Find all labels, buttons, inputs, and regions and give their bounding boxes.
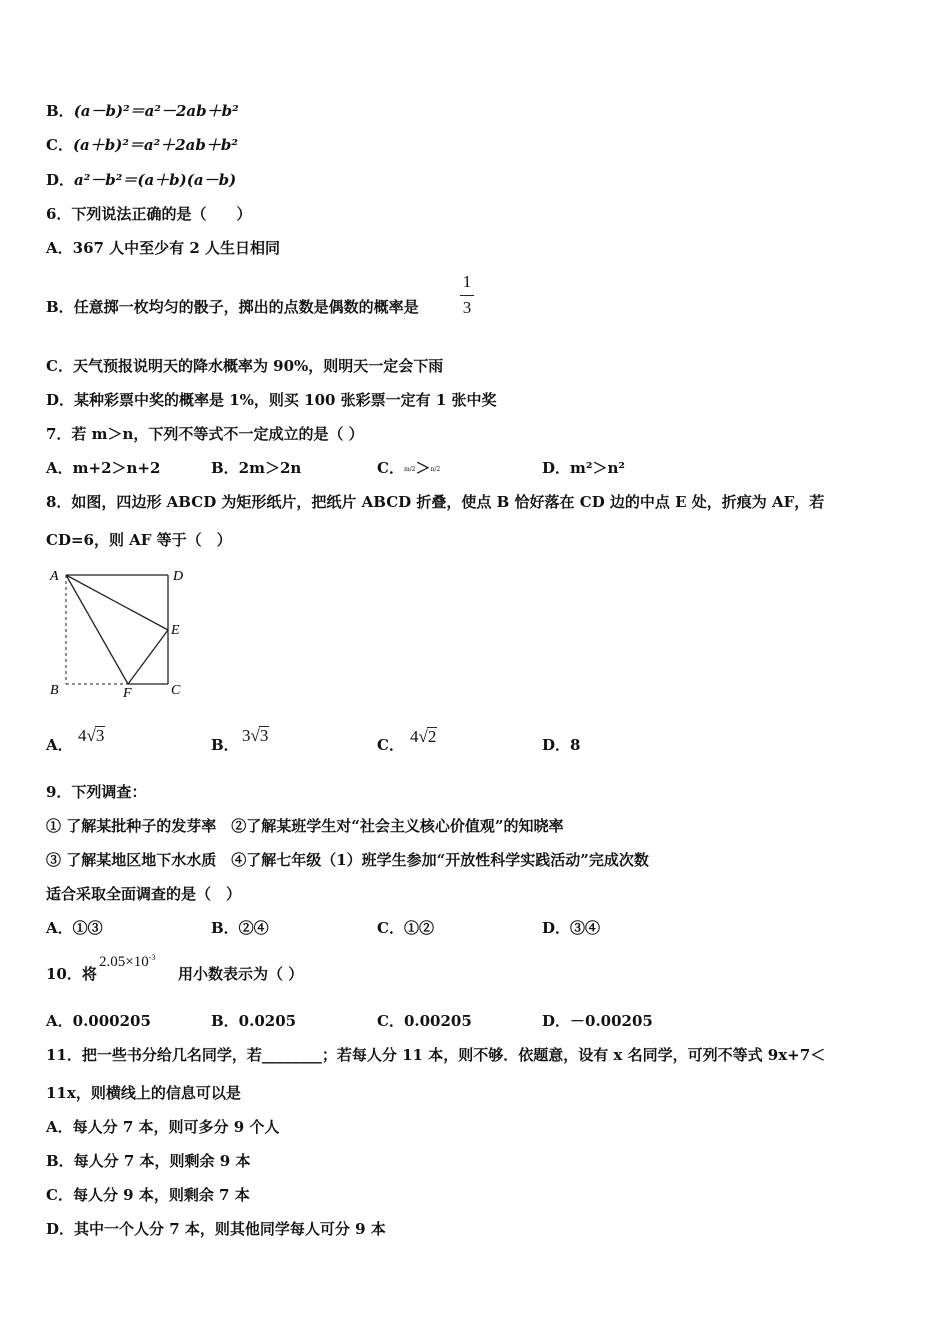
q11-option-d: D．其中一个人分 7 本，则其他同学每人可分 9 本 xyxy=(46,1220,386,1238)
q5-option-c: C．(a＋b)²＝a²＋2ab＋b² xyxy=(46,136,238,154)
q8-stem-line2: CD=6，则 AF 等于（ ） xyxy=(46,531,232,549)
q8-option-b-value: 3√3 xyxy=(242,726,269,745)
q6-fraction-denominator: 3 xyxy=(462,298,472,317)
q11-stem-line1: 11．把一些书分给几名同学，若________；若每人分 11 本，则不够．依题意，设有 x 名同学，可列不等式 9x+7＜ xyxy=(46,1046,826,1064)
q10-option-b: B．0.0205 xyxy=(211,1012,297,1030)
label-f: F xyxy=(123,686,132,701)
q6-option-c: C．天气预报说明天的降水概率为 90%，则明天一定会下雨 xyxy=(46,357,444,375)
q6-option-b: B．任意掷一枚均匀的骰子，掷出的点数是偶数的概率是 xyxy=(46,298,419,316)
segment-ef xyxy=(128,630,168,684)
q11-option-b: B．每人分 7 本，则剩余 9 本 xyxy=(46,1152,251,1170)
q7-option-c-left: m/2 xyxy=(403,466,416,473)
label-e: E xyxy=(171,623,180,638)
label-d: D xyxy=(173,569,184,584)
q11-option-a: A．每人分 7 本，则可多分 9 个人 xyxy=(46,1118,280,1136)
q9-option-a: A．①③ xyxy=(46,919,103,937)
q10-suffix: 用小数表示为（ ） xyxy=(178,965,304,983)
q7-option-c: C．m/2＞n/2 xyxy=(377,459,441,477)
q8-option-a-value: 4√3 xyxy=(78,726,105,745)
q9-option-b: B．②④ xyxy=(211,919,269,937)
q9-items-3-4: ③ 了解某地区地下水水质 ④了解七年级（1）班学生参加“开放性科学实践活动”完成次数 xyxy=(46,851,649,869)
q8-option-c-value: 4√2 xyxy=(410,727,437,746)
q8-option-c: C． xyxy=(377,736,404,754)
q10-option-d: D．－0.00205 xyxy=(542,1012,653,1030)
q10-prefix: 10．将 xyxy=(46,965,97,983)
q6-fraction-bar xyxy=(460,295,474,296)
q8-option-b: B． xyxy=(211,736,239,754)
q7-option-b: B．2m＞2n xyxy=(211,459,302,477)
q5-option-b-formula: (a－b)²＝a²－2ab＋b² xyxy=(73,102,239,120)
q7-option-c-right: n/2 xyxy=(430,466,441,473)
label-c: C xyxy=(171,683,181,698)
q6-option-d: D．某种彩票中奖的概率是 1%，则买 100 张彩票一定有 1 张中奖 xyxy=(46,391,497,409)
label-a: A xyxy=(50,569,59,584)
q8-option-d: D．8 xyxy=(542,736,581,754)
q10-scientific-notation: $2.05\times 10^{-3}$ xyxy=(99,953,156,970)
q11-option-c: C．每人分 9 本，则剩余 7 本 xyxy=(46,1186,250,1204)
q11-stem-line2: 11x，则横线上的信息可以是 xyxy=(46,1084,241,1102)
q10-option-c: C．0.00205 xyxy=(377,1012,472,1030)
q9-stem: 9．下列调查： xyxy=(46,783,147,801)
q9-option-c: C．①② xyxy=(377,919,434,937)
q5-option-b: B．(a－b)²＝a²－2ab＋b² xyxy=(46,102,239,120)
q8-rectangle-figure xyxy=(40,560,200,705)
q5-option-d: D．a²－b²＝(a＋b)(a－b) xyxy=(46,171,237,189)
q7-option-d: D．m²＞n² xyxy=(542,459,625,477)
q5-option-c-formula: (a＋b)²＝a²＋2ab＋b² xyxy=(72,136,238,154)
q7-option-a: A．m+2＞n+2 xyxy=(46,459,161,477)
q8-option-a: A． xyxy=(46,736,73,754)
q7-stem: 7．若 m＞n，下列不等式不一定成立的是（ ） xyxy=(46,425,364,443)
q6-option-a: A．367 人中至少有 2 人生日相同 xyxy=(46,239,281,257)
q9-ask: 适合采取全面调查的是（ ） xyxy=(46,885,242,903)
q8-stem-line1: 8．如图，四边形 ABCD 为矩形纸片，把纸片 ABCD 折叠，使点 B 恰好落在 CD 边的中点 E 处，折痕为 AF，若 xyxy=(46,493,825,511)
q10-option-a: A．0.000205 xyxy=(46,1012,151,1030)
q6-stem: 6．下列说法正确的是（ ） xyxy=(46,205,252,223)
q9-items-1-2: ① 了解某批种子的发芽率 ②了解某班学生对“社会主义核心价值观”的知晓率 xyxy=(46,817,564,835)
q9-option-d: D．③④ xyxy=(542,919,601,937)
q6-fraction-numerator: 1 xyxy=(462,272,472,291)
label-b: B xyxy=(50,683,59,698)
q5-option-d-formula: a²－b²＝(a＋b)(a－b) xyxy=(74,171,237,189)
